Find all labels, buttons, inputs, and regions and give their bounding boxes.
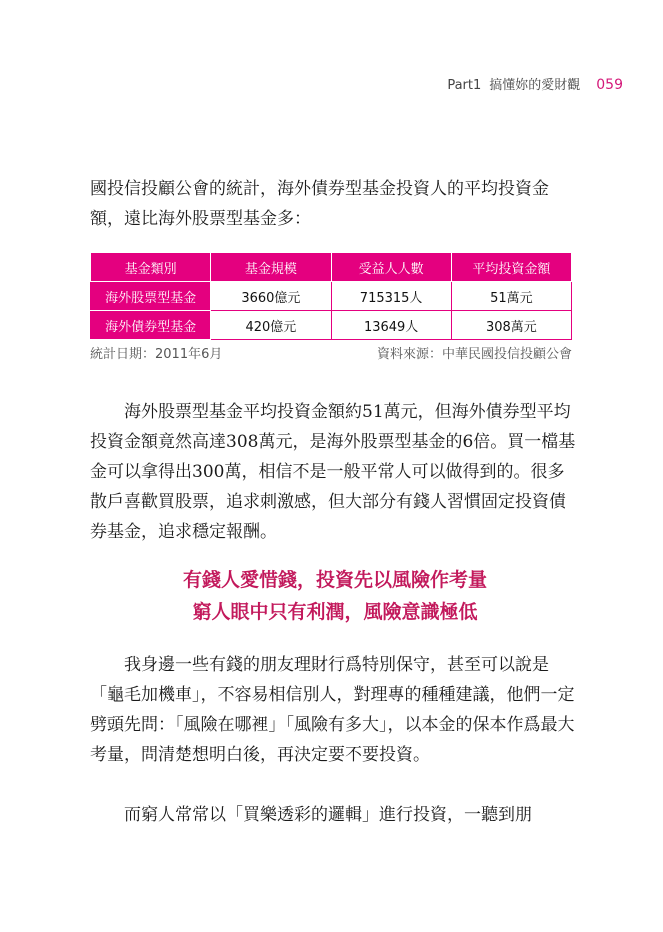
body-paragraph-2: 我身邊一些有錢的朋友理財行爲特別保守，甚至可以說是「龜毛加機車」，不容易相信別人，對理專的種種建議，他們一定劈頭先問：「風險在哪裡」「風險有多大」，以本金的保本作爲最大考量，問清楚想明白後，再決定要不要投資。	[90, 655, 575, 765]
table-row	[91, 311, 572, 340]
body-paragraph-3: 而窮人常常以「買樂透彩的邏輯」進行投資，一聽到朋	[124, 805, 532, 825]
table-cell: 13649人	[331, 311, 451, 340]
data-source-note: 資料來源：中華民國投信投顧公會	[376, 347, 572, 362]
table-row	[91, 282, 572, 311]
subheading-line-1: 有錢人愛惜錢，投資先以風險作考量	[182, 569, 487, 591]
body-paragraph-1: 海外股票型基金平均投資金額約51萬元，但海外債券型平均投資金額竟然高達308萬元，是海外股票型基金的6倍。買一檔基金可以拿得出300萬，相信不是一般平常人可以做得到的。很多散戶喜歡買股票，追求刺激感，但大部分有錢人習慣固定投資債券基金，追求穩定報酬。	[90, 402, 576, 542]
subheading-line-2: 窮人眼中只有利潤，風險意識極低	[192, 601, 478, 623]
table-cell: 51萬元	[451, 282, 571, 311]
intro-paragraph: 國投信投顧公會的統計，海外債券型基金投資人的平均投資金額，遠比海外股票型基金多：	[90, 179, 549, 229]
page-number: 059	[596, 77, 623, 93]
table-cell: 420億元	[211, 311, 331, 340]
table-header-row	[91, 253, 572, 282]
fund-table	[90, 252, 572, 340]
table-cell: 海外股票型基金	[91, 282, 211, 311]
table-cell: 308萬元	[451, 311, 571, 340]
column-header: 基金規模	[211, 253, 331, 282]
statistics-date-note: 統計日期：2011年6月	[90, 347, 223, 362]
part-label: Part1	[447, 78, 482, 93]
column-header: 基金類別	[91, 253, 211, 282]
table-cell: 海外債券型基金	[91, 311, 211, 340]
table-cell: 715315人	[331, 282, 451, 311]
column-header: 平均投資金額	[451, 253, 571, 282]
table-cell: 3660億元	[211, 282, 331, 311]
column-header: 受益人人數	[331, 253, 451, 282]
chapter-title: 搞懂妳的愛財觀	[489, 78, 581, 93]
running-header	[447, 74, 623, 93]
